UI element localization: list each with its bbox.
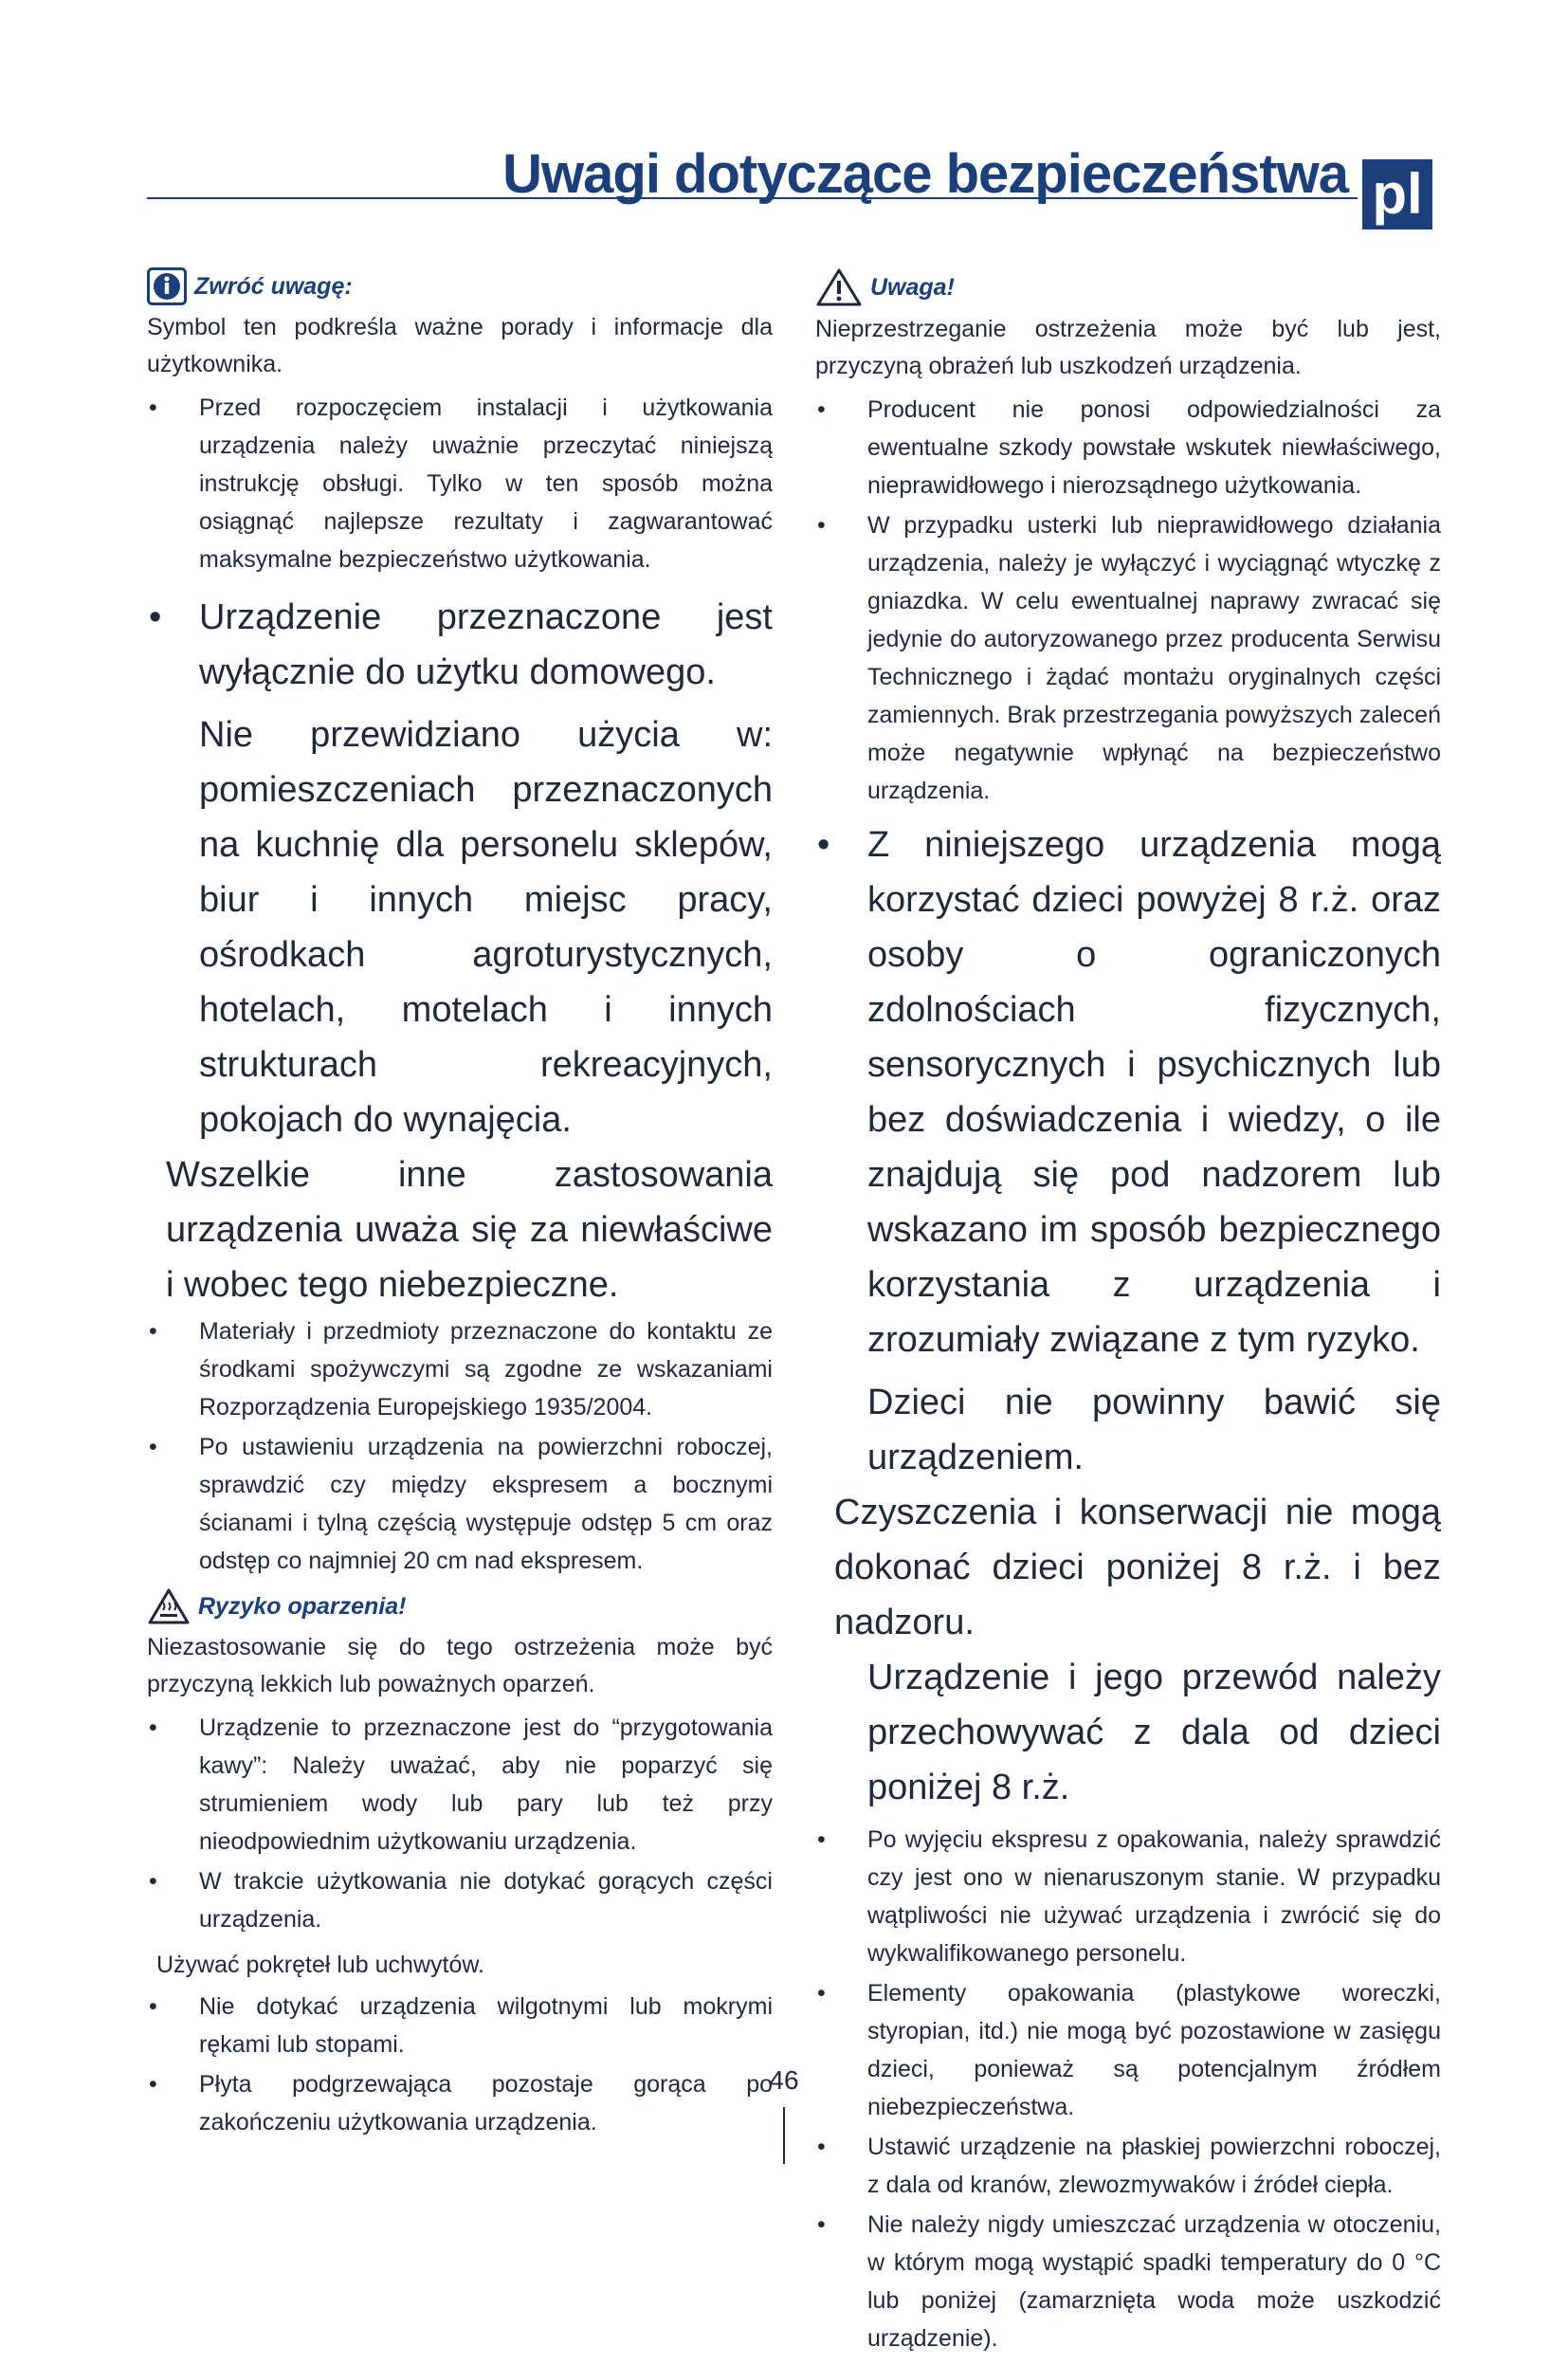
children-use-list (815, 817, 1441, 1367)
burn-heading-label: Ryzyko oparzenia! (198, 1592, 407, 1620)
note-bullet-list (147, 389, 773, 578)
burn-heading (147, 1587, 773, 1625)
warning-bullet-list (815, 391, 1441, 810)
language-badge: pl (1362, 159, 1432, 229)
page-title: Uwagi dotyczące bezpieczeństwa (502, 143, 1348, 205)
warning-heading (815, 267, 1441, 307)
warning-heading-label: Uwaga! (870, 273, 955, 301)
list-item: • Nie należy nigdy umieszczać urządzenia w otoczeniu, w którym mogą wystąpić spadki temperatury do 0 °C lub poniżej (zamarznięta woda może uszkodzić urządzenie). (815, 2206, 1441, 2357)
domestic-use-list (147, 590, 773, 700)
burn-intro: Niezastosowanie się do tego ostrzeżenia może być przyczyną lekkich lub poważnych oparzeń. (147, 1634, 773, 1697)
list-item: • Nie dotykać urządzenia wilgotnymi lub mokrymi rękami lub stopami. (147, 1988, 773, 2063)
cord-storage-paragraph: Urządzenie i jego przewód należy przechowywać z dala od dzieci poniżej 8 r.ż. (867, 1658, 1441, 1807)
list-item: • W przypadku usterki lub nieprawidłowego działania urządzenia, należy je wyłączyć i wyciągnąć wtyczkę z gniazdka. W celu ewentualnej naprawy zwracać się jedynie do autoryzowanego przez producenta Serwisu Technicznego i żądać montażu oryginalnych części zamiennych. Brak przestrzegania powyższych zaleceń może negatywnie wpłynąć na bezpieczeństwo urządzenia. (815, 506, 1441, 810)
warning-icon (815, 267, 863, 307)
list-item-domestic-use: • Urządzenie przeznaczone jest wyłącznie do użytku domowego. (147, 590, 773, 700)
list-item: • Elementy opakowania (plastykowe woreczki, styropian, itd.) nie mogą być pozostawione w zasięgu dzieci, ponieważ są potencjalnym źródłem niebezpieczeństwa. (815, 1974, 1441, 2126)
burn-bullet-list (147, 1709, 773, 1938)
list-item: • W trakcie użytkowania nie dotykać gorących części urządzenia. (147, 1862, 773, 1938)
left-column (147, 267, 773, 2149)
list-item: • Urządzenie to przeznaczone jest do “przygotowania kawy”: Należy uważać, aby nie poparzyć się strumieniem wody lub pary lub też przy nieodpowiednim użytkowaniu urządzenia. (147, 1709, 773, 1861)
list-item: • Płyta podgrzewająca pozostaje gorąca po zakończeniu użytkowania urządzenia. (147, 2065, 773, 2141)
cleaning-paragraph: Czyszczenia i konserwacji nie mogą dokonać dzieci poniżej 8 r.ż. i bez nadzoru. (834, 1493, 1441, 1642)
warning-intro: Nieprzestrzeganie ostrzeżenia może być lub jest, przyczyną obrażeń lub uszkodzeń urządzenia. (815, 316, 1441, 379)
list-item: • Ustawić urządzenie na płaskiej powierzchni roboczej, z dala od kranów, zlewozmywaków i źródeł ciepła. (815, 2128, 1441, 2204)
page-number: 46 (769, 2065, 799, 2095)
list-item: • Producent nie ponosi odpowiedzialności za ewentualne szkody powstałe wskutek niewłaściwego, nieprawidłowego i nierozsądnego użytkowania. (815, 391, 1441, 504)
list-item-children-use: • Z niniejszego urządzenia mogą korzystać dzieci powyżej 8 r.ż. oraz osoby o ograniczonych zdolnościach fizycznych, sensorycznych i psychicznych lub bez doświadczenia i wiedzy, o ile znajdują się pod nadzorem lub wskazano im sposób bezpiecznego korzystania z urządzenia i zrozumiały związane z tym ryzyko. (815, 817, 1441, 1367)
list-item: • Przed rozpoczęciem instalacji i użytkowania urządzenia należy uważnie przeczytać niniejszą instrukcję obsługi. Tylko w ten sposób można osiągnąć najlepsze rezultaty i zagwarantować maksymalne bezpieczeństwo użytkowania. (147, 389, 773, 578)
burn-bullet-list-2 (147, 1988, 773, 2141)
note-heading-label: Zwróć uwagę: (194, 272, 353, 300)
list-item: • Po wyjęciu ekspresu z opakowania, należy sprawdzić czy jest ono w nienaruszonym stanie. W przypadku wątpliwości nie używać urządzenia i zwrócić się do wykwalifikowanego personelu. (815, 1821, 1441, 1972)
footer-rule (783, 2107, 785, 2164)
hot-surface-warning-icon (147, 1587, 191, 1625)
materials-bullet-list (147, 1312, 773, 1580)
note-heading (147, 267, 773, 305)
improper-use-paragraph: Wszelkie inne zastosowania urządzenia uważa się za niewłaściwe i wobec tego niebezpieczne. (166, 1155, 773, 1305)
use-knobs-note: Używać pokręteł lub uchwytów. (156, 1952, 484, 1978)
not-intended-paragraph: Nie przewidziano użycia w: pomieszczeniach przeznaczonych na kuchnię dla personelu sklepów, biur i innych miejsc pracy, ośrodkach agroturystycznych, hotelach, motelach i innych strukturach rekreacyjnych, pokojach do wynajęcia. (199, 715, 773, 1140)
list-item: • Po ustawieniu urządzenia na powierzchni roboczej, sprawdzić czy między ekspresem a bocznymi ścianami i tylną częścią występuje odstęp 5 cm oraz odstęp co najmniej 20 cm nad ekspresem. (147, 1428, 773, 1580)
children-play-paragraph: Dzieci nie powinny bawić się urządzeniem. (867, 1383, 1441, 1477)
list-item: • Materiały i przedmioty przeznaczone do kontaktu ze środkami spożywczymi są zgodne ze wskazaniami Rozporządzenia Europejskiego 1935/2004. (147, 1312, 773, 1426)
right-column (815, 267, 1441, 2365)
info-icon (147, 267, 187, 305)
note-intro: Symbol ten podkreśla ważne porady i informacje dla użytkownika. (147, 314, 773, 377)
